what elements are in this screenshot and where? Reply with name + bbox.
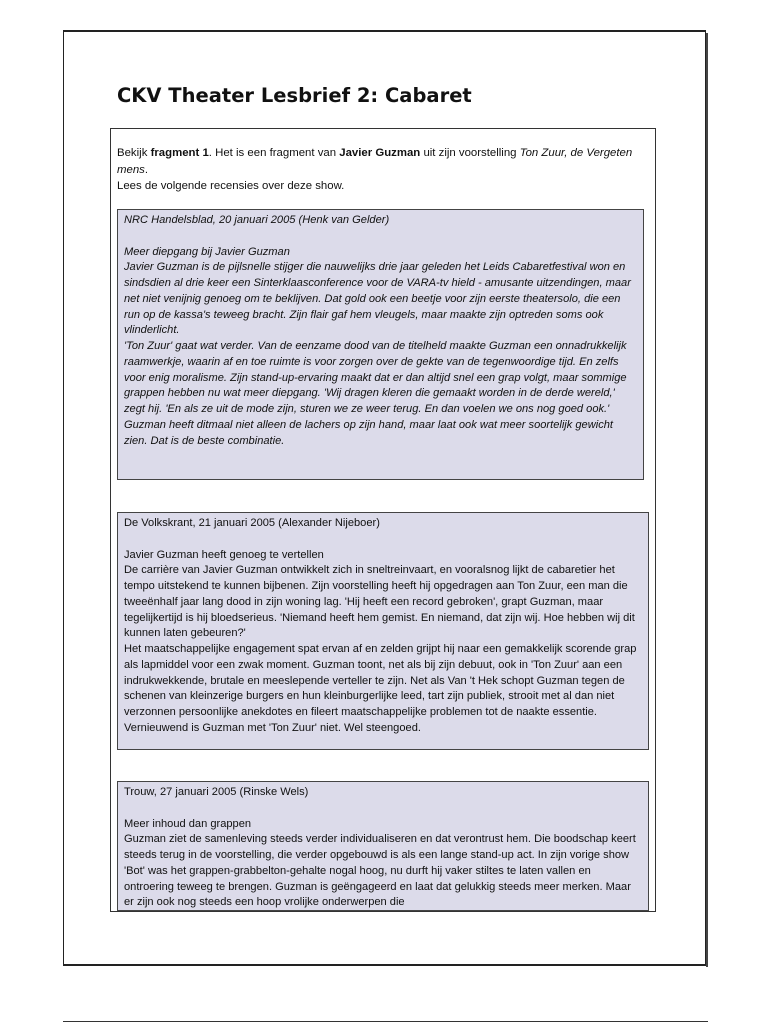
page-frame-shadow (706, 33, 708, 967)
review-body: Het maatschappelijke engagement spat ervan af en zelden grijpt hij naar een gemakkelijk scorende grap als lapmiddel voor een zwak moment. Guzman toont, net als bij zijn debuut, ook in 'Ton Zuur' aan een indrukwekkende, brutale en meeslepende verteller te zijn. Net als Van 't Hek schopt Guzman tegen de schenen van kleinzerige burgers en hun kleinburgerlijke leed, tart zijn publiek, strooit met al dan niet verzonnen persoonlijke anekdotes en fileert maatschappelijke problemen tot de naakte essentie. Vernieuwend is Guzman met 'Ton Zuur' niet. Wel steengoed. (124, 643, 637, 734)
review-body: Guzman ziet de samenleving steeds verder individualiseren en dat verontrust hem. Die boodschap keert steeds terug in de voorstelling, die verder opgebouwd is als een lange stand-up act. In zijn vorige show 'Bot' was het grappen-grabbelton-gehalte nogal hoog, nu durft hij vaker stiltes te laten vallen en ontroering teweeg te brengen. Guzman is geëngageerd en laat dat gelukkig steeds meer merken. Maar er zijn ook nog steeds een hoop vrolijke onderwerpen die (124, 833, 636, 909)
review-headline: Meer inhoud dan grappen (124, 817, 252, 830)
review-source: Trouw, 27 januari 2005 (Rinske Wels) (124, 786, 309, 798)
next-page-edge (63, 1021, 708, 1022)
review-source: NRC Handelsblad, 20 januari 2005 (Henk van Gelder) (124, 214, 390, 226)
review-volkskrant (117, 512, 649, 750)
intro-instruction: Lees de volgende recensies over deze show. (117, 180, 345, 192)
fragment-reference: fragment 1 (150, 147, 209, 159)
review-body: 'Ton Zuur' gaat wat verder. Van de eenzame dood van de titelheld maakte Guzman een onnadrukkelijk raamwerkje, waarin af en toe ruimte is voor zorgen over de gekte van de tegenwoordige tijd. En zelfs voor enig moralisme. Zijn stand-up-ervaring maakt dat er dan altijd snel een grap volgt, maar sommige grappen hebben nu wat meer diepgang. 'Wij dragen kleren die gemaakt worden in de derde wereld,' zegt hij. 'En als ze uit de mode zijn, sturen we ze weer terug. En dan voelen we ons nog goed ook.' Guzman heeft ditmaal niet alleen de lachers op zijn hand, maar laat ook wat meer soortelijk gewicht zien. Dat is de beste combinatie. (124, 340, 627, 447)
review-body: De carrière van Javier Guzman ontwikkelt zich in sneltreinvaart, en vooralsnog lijkt de cabaretier het tempo uitstekend te kunnen bijbenen. Zijn voorstelling heeft hij opgedragen aan Ton Zuur, een man die tweeënhalf jaar lang dood in zijn woning lag. 'Hij heeft een record gebroken', grapt Guzman, maar tegelijkertijd is hij bloedserieus. 'Niemand heeft hem gemist. En niemand, dat zijn wij. Hoe hebben wij dit kunnen laten gebeuren?' (124, 564, 635, 640)
intro-text-4: . (144, 163, 149, 176)
intro-text-2: . Het is een fragment van (208, 147, 340, 159)
show-title: Ton Zuur, de Vergeten mens (117, 147, 633, 176)
intro-text (117, 145, 649, 195)
review-headline: Meer diepgang bij Javier Guzman (124, 245, 290, 258)
review-trouw (117, 781, 649, 911)
review-nrc (117, 209, 644, 480)
review-body: Javier Guzman is de pijlsnelle stijger die nauwelijks drie jaar geleden het Leids Cabaretfestival won en sindsdien al drie keer een Sinterklaasconference voor de VARA-tv hield - amusante uitzendingen, maar net niet venijnig genoeg om te beklijven. Dat gold ook een beetje voor zijn eerste theatersolo, die een run op de kassa's teweeg bracht. Zijn flair gaf hem vleugels, maar maakte zijn optreden soms ook vlinderlicht. (124, 261, 631, 337)
page-title: CKV Theater Lesbrief 2: Cabaret (117, 84, 472, 107)
review-headline: Javier Guzman heeft genoeg te vertellen (124, 548, 324, 561)
review-source: De Volkskrant, 21 januari 2005 (Alexander Nijeboer) (124, 517, 380, 529)
intro-text-1: Bekijk (117, 147, 151, 159)
intro-text-3: uit zijn voorstelling (420, 147, 520, 159)
artist-name: Javier Guzman (339, 147, 421, 159)
